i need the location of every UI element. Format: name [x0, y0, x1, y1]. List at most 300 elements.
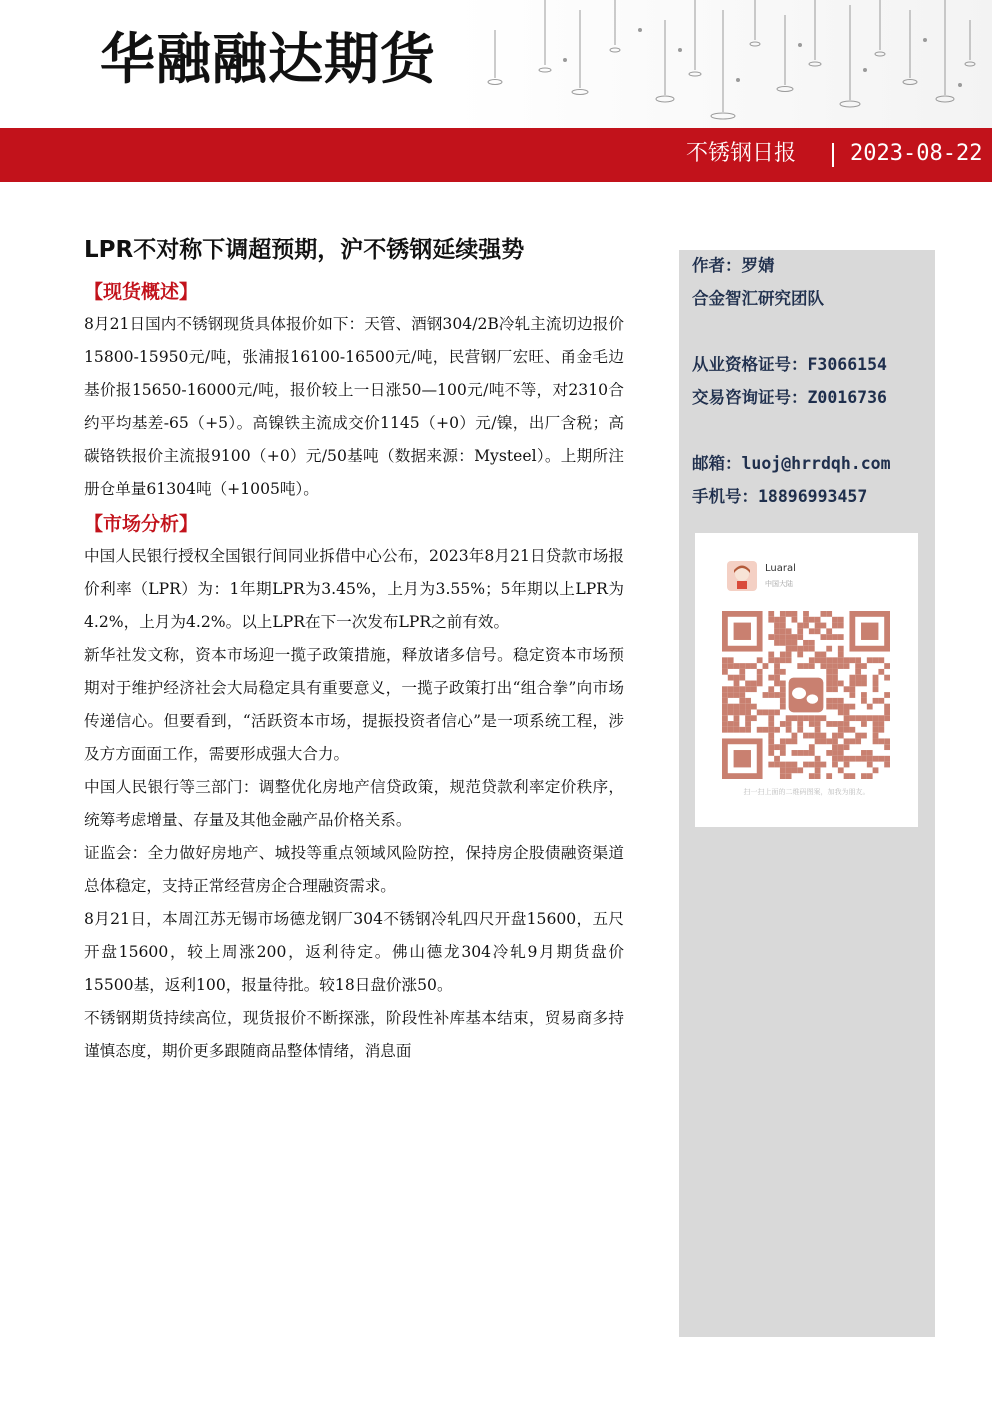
qr-module [797, 652, 803, 658]
qr-module [826, 675, 832, 681]
qr-module [878, 698, 884, 704]
qr-module [832, 721, 838, 727]
qr-module [797, 634, 803, 640]
qr-module [768, 692, 774, 698]
qr-module [832, 762, 838, 768]
qr-module [826, 704, 832, 710]
qr-module [745, 709, 751, 715]
qr-module [792, 646, 798, 652]
qr-module [838, 623, 844, 629]
qr-module [722, 669, 728, 675]
qr-module [838, 652, 844, 658]
qr-module [786, 652, 792, 658]
qr-module [803, 762, 809, 768]
qr-module [774, 663, 780, 669]
qr-module [815, 721, 821, 727]
qr-module [838, 617, 844, 623]
avatar [727, 561, 757, 591]
qr-module [780, 738, 786, 744]
qr-module [861, 663, 867, 669]
qr-module [826, 663, 832, 669]
qr-module [780, 657, 786, 663]
qr-module [809, 750, 815, 756]
qr-module [815, 628, 821, 634]
qr-module [728, 692, 734, 698]
qr-module [774, 640, 780, 646]
qr-module [884, 715, 890, 721]
qr-module [867, 750, 873, 756]
qr-module [763, 692, 769, 698]
qr-module [774, 727, 780, 733]
qr-module [838, 709, 844, 715]
qr-module [855, 681, 861, 687]
qr-module [780, 652, 786, 658]
qr-module [838, 698, 844, 704]
qr-module [780, 681, 786, 687]
qr-module [878, 669, 884, 675]
qr-module [815, 623, 821, 629]
qr-module [751, 663, 757, 669]
qr-finder [734, 623, 751, 640]
qr-module [803, 715, 809, 721]
qr-module [861, 750, 867, 756]
qr-module [832, 675, 838, 681]
qr-module [809, 773, 815, 779]
qr-module [763, 727, 769, 733]
qr-profile-region: 中国大陆 [765, 580, 793, 588]
qr-module [780, 623, 786, 629]
qr-module [803, 640, 809, 646]
qr-module [745, 686, 751, 692]
qr-module [849, 715, 855, 721]
qr-module [745, 715, 751, 721]
qr-module [820, 715, 826, 721]
qr-module [815, 773, 821, 779]
qr-module [803, 611, 809, 617]
qr-module [774, 692, 780, 698]
qr-module [815, 767, 821, 773]
qr-module [745, 727, 751, 733]
qr-module [838, 721, 844, 727]
qr-module [786, 738, 792, 744]
qr-module [820, 738, 826, 744]
qr-module [734, 692, 740, 698]
qr-module [780, 634, 786, 640]
qr-module [849, 704, 855, 710]
qr-module [815, 738, 821, 744]
qr-module [809, 744, 815, 750]
qr-module [774, 657, 780, 663]
qr-module [878, 738, 884, 744]
qr-module [768, 675, 774, 681]
qr-module [763, 663, 769, 669]
qr-module [820, 611, 826, 617]
qr-module [844, 744, 850, 750]
qr-module [826, 750, 832, 756]
qr-module [728, 686, 734, 692]
qr-module [786, 634, 792, 640]
qr-module [809, 733, 815, 739]
qr-module [849, 727, 855, 733]
qr-module [838, 727, 844, 733]
qr-module [873, 657, 879, 663]
paragraph: 中国人民银行等三部门：调整优化房地产信贷政策，规范贷款利率定价秩序，统筹考虑增量、存量及其他金融产品价格关系。 [84, 778, 624, 829]
qr-module [832, 623, 838, 629]
qr-module [757, 669, 763, 675]
qr-module [867, 715, 873, 721]
qr-module [728, 709, 734, 715]
qr-module [873, 715, 879, 721]
qr-module [832, 738, 838, 744]
qr-module [768, 652, 774, 658]
section-title-spot: 【现货概述】 [84, 281, 199, 303]
qr-module [884, 744, 890, 750]
qr-module [757, 681, 763, 687]
qr-module [797, 646, 803, 652]
qr-module [878, 727, 884, 733]
section-title-analysis: 【市场分析】 [84, 513, 199, 535]
qr-module [855, 663, 861, 669]
qr-module [844, 657, 850, 663]
article-body [84, 230, 624, 1068]
qr-module [826, 721, 832, 727]
qr-module [873, 721, 879, 727]
qr-module [780, 686, 786, 692]
qr-module [786, 721, 792, 727]
qr-module [855, 738, 861, 744]
qr-module [751, 681, 757, 687]
qr-module [803, 663, 809, 669]
qr-module [768, 686, 774, 692]
consulting-number: 交易咨询证号：Z0016736 [692, 388, 887, 407]
qr-module [774, 709, 780, 715]
qr-module [884, 709, 890, 715]
qr-module [768, 762, 774, 768]
qr-module [792, 750, 798, 756]
qr-module [861, 773, 867, 779]
qr-module [734, 727, 740, 733]
qr-module [739, 698, 745, 704]
qr-module [768, 617, 774, 623]
qr-module [803, 617, 809, 623]
qr-module [861, 681, 867, 687]
qr-module [780, 617, 786, 623]
qr-module [728, 727, 734, 733]
qr-profile-name: Luaral [765, 563, 796, 574]
qr-module [734, 721, 740, 727]
qr-module [739, 704, 745, 710]
qr-module [774, 628, 780, 634]
qr-module [820, 623, 826, 629]
qr-module [739, 709, 745, 715]
qr-module [768, 733, 774, 739]
qr-module [849, 686, 855, 692]
author-phone: 手机号：18896993457 [692, 487, 868, 506]
qr-module [780, 640, 786, 646]
header-separator [832, 143, 834, 167]
qr-module [832, 756, 838, 762]
qr-module [792, 715, 798, 721]
qr-module [815, 617, 821, 623]
qr-module [768, 750, 774, 756]
qr-module [849, 773, 855, 779]
qr-module [745, 721, 751, 727]
qr-module [786, 762, 792, 768]
qr-module [855, 756, 861, 762]
qr-module [780, 767, 786, 773]
qr-module [832, 733, 838, 739]
qr-module [815, 652, 821, 658]
qr-module [849, 675, 855, 681]
qr-module [792, 611, 798, 617]
qr-module [878, 657, 884, 663]
qr-module [722, 692, 728, 698]
qr-module [861, 715, 867, 721]
qr-module [792, 767, 798, 773]
qr-module [774, 762, 780, 768]
qr-module [739, 675, 745, 681]
author-sidebar [679, 250, 935, 1337]
qr-module [838, 733, 844, 739]
qr-module [751, 686, 757, 692]
qr-module [734, 686, 740, 692]
qr-code-image [722, 611, 890, 779]
qr-module [722, 657, 728, 663]
qr-module [826, 681, 832, 687]
qr-module [768, 657, 774, 663]
qr-module [751, 704, 757, 710]
qr-module [809, 628, 815, 634]
qr-finder [861, 623, 878, 640]
qr-module [815, 733, 821, 739]
qr-module [745, 681, 751, 687]
qr-module [826, 773, 832, 779]
paragraph: 中国人民银行授权全国银行间同业拆借中心公布，2023年8月21日贷款市场报价利率（LPR）为：1年期LPR为3.45%，上月为3.55%；5年期以上LPR为4.2%，上月为4.2%。以上LPR在下一次发布LPR之前有效。 [84, 547, 624, 631]
qr-module [792, 738, 798, 744]
qr-module [873, 756, 879, 762]
qr-module [832, 704, 838, 710]
qr-module [820, 657, 826, 663]
qr-module [774, 617, 780, 623]
qr-module [826, 646, 832, 652]
qr-module [838, 750, 844, 756]
qr-module [826, 738, 832, 744]
qr-module [792, 733, 798, 739]
qr-module [786, 727, 792, 733]
qr-module [873, 738, 879, 744]
qr-module [849, 756, 855, 762]
qr-module [820, 663, 826, 669]
qr-module [751, 715, 757, 721]
report-date: 2023-08-22 [850, 141, 983, 166]
report-title: 不锈钢日报 [685, 141, 796, 166]
qr-module [780, 773, 786, 779]
qr-module [832, 657, 838, 663]
qr-module [861, 721, 867, 727]
research-team: 合金智汇研究团队 [692, 289, 824, 308]
qr-module [780, 721, 786, 727]
qr-finder [734, 750, 751, 767]
qr-module [768, 715, 774, 721]
qr-module [826, 628, 832, 634]
qr-module [722, 663, 728, 669]
qr-module [873, 727, 879, 733]
qr-module [861, 756, 867, 762]
qr-module [855, 657, 861, 663]
qr-module [849, 692, 855, 698]
qr-module [873, 675, 879, 681]
qr-module [844, 715, 850, 721]
paragraph: 8月21日，本周江苏无锡市场德龙钢厂304不锈钢冷轧四尺开盘15600，五尺开盘15600，较上周涨200，返利待定。佛山德龙304冷轧9月期货盘价15500基，返利100，报量待批。较18日盘价涨50。 [84, 910, 624, 994]
qr-module [867, 704, 873, 710]
header-red-bar [0, 128, 992, 182]
header-decoration [455, 0, 992, 128]
qr-module [786, 646, 792, 652]
qr-module [809, 617, 815, 623]
qr-module [809, 721, 815, 727]
qr-module [809, 646, 815, 652]
qr-module [739, 686, 745, 692]
qr-module [832, 617, 838, 623]
qr-module [797, 663, 803, 669]
qr-module [792, 640, 798, 646]
qr-module [757, 657, 763, 663]
article-headline: LPR不对称下调超预期，沪不锈钢延续强势 [84, 237, 525, 263]
qr-module [722, 721, 728, 727]
qr-module [774, 681, 780, 687]
qr-module [722, 709, 728, 715]
qualification-number: 从业资格证号：F3066154 [692, 355, 887, 374]
qr-module [722, 715, 728, 721]
qr-module [809, 762, 815, 768]
qr-module [780, 744, 786, 750]
qr-module [768, 709, 774, 715]
qr-module [884, 675, 890, 681]
qr-module [786, 628, 792, 634]
qr-module [832, 686, 838, 692]
qr-module [838, 634, 844, 640]
qr-module [884, 756, 890, 762]
qr-module [728, 704, 734, 710]
qr-module [849, 657, 855, 663]
qr-module [768, 738, 774, 744]
qr-module [768, 744, 774, 750]
qr-module [873, 767, 879, 773]
qr-module [734, 715, 740, 721]
qr-module [873, 681, 879, 687]
qr-module [734, 675, 740, 681]
qr-module [820, 652, 826, 658]
qr-module [832, 698, 838, 704]
qr-module [844, 704, 850, 710]
qr-module [757, 709, 763, 715]
qr-module [884, 738, 890, 744]
qr-module [786, 767, 792, 773]
qr-module [803, 623, 809, 629]
qr-module [728, 657, 734, 663]
qr-module [849, 681, 855, 687]
qr-module [867, 773, 873, 779]
qr-module [768, 727, 774, 733]
wechat-icon-bubble [792, 688, 806, 699]
qr-module [826, 686, 832, 692]
qr-module [768, 634, 774, 640]
qr-module [861, 675, 867, 681]
qr-module [861, 692, 867, 698]
qr-module [878, 756, 884, 762]
qr-caption: 扫一扫上面的二维码图案，加我为朋友。 [743, 788, 870, 796]
qr-module [855, 669, 861, 675]
qr-module [728, 663, 734, 669]
qr-module [774, 623, 780, 629]
qr-module [855, 715, 861, 721]
qr-module [855, 675, 861, 681]
qr-module [797, 727, 803, 733]
qr-module [820, 634, 826, 640]
qr-module [867, 657, 873, 663]
qr-module [832, 750, 838, 756]
qr-module [815, 657, 821, 663]
qr-module [849, 738, 855, 744]
qr-module [786, 657, 792, 663]
qr-module [844, 727, 850, 733]
qr-module [786, 640, 792, 646]
qr-module [797, 750, 803, 756]
qr-module [867, 756, 873, 762]
company-logo: 华融融达期货 [100, 27, 437, 91]
qr-module [884, 704, 890, 710]
qr-module [844, 663, 850, 669]
qr-module [815, 756, 821, 762]
qr-module [780, 762, 786, 768]
qr-module [826, 698, 832, 704]
qr-module [792, 762, 798, 768]
qr-module [722, 727, 728, 733]
qr-module [774, 756, 780, 762]
qr-module [768, 611, 774, 617]
qr-module [832, 681, 838, 687]
qr-module [797, 721, 803, 727]
qr-module [722, 686, 728, 692]
qr-module [757, 675, 763, 681]
qr-module [734, 663, 740, 669]
qr-module [809, 663, 815, 669]
qr-module [884, 762, 890, 768]
wechat-icon-bubble [807, 694, 818, 703]
qr-module [797, 623, 803, 629]
qr-module [884, 663, 890, 669]
qr-module [826, 669, 832, 675]
author-email: 邮箱：luoj@hrrdqh.com [692, 454, 891, 473]
qr-module [780, 628, 786, 634]
qr-module [815, 762, 821, 768]
qr-module [844, 773, 850, 779]
qr-module [745, 663, 751, 669]
qr-module [826, 611, 832, 617]
qr-module [792, 617, 798, 623]
qr-module [797, 715, 803, 721]
qr-module [722, 704, 728, 710]
qr-module [734, 709, 740, 715]
qr-module [803, 750, 809, 756]
qr-module [884, 692, 890, 698]
qr-module [844, 762, 850, 768]
qr-module [780, 669, 786, 675]
wechat-qr-card [695, 533, 918, 827]
qr-module [774, 675, 780, 681]
qr-module [774, 669, 780, 675]
qr-module [809, 657, 815, 663]
